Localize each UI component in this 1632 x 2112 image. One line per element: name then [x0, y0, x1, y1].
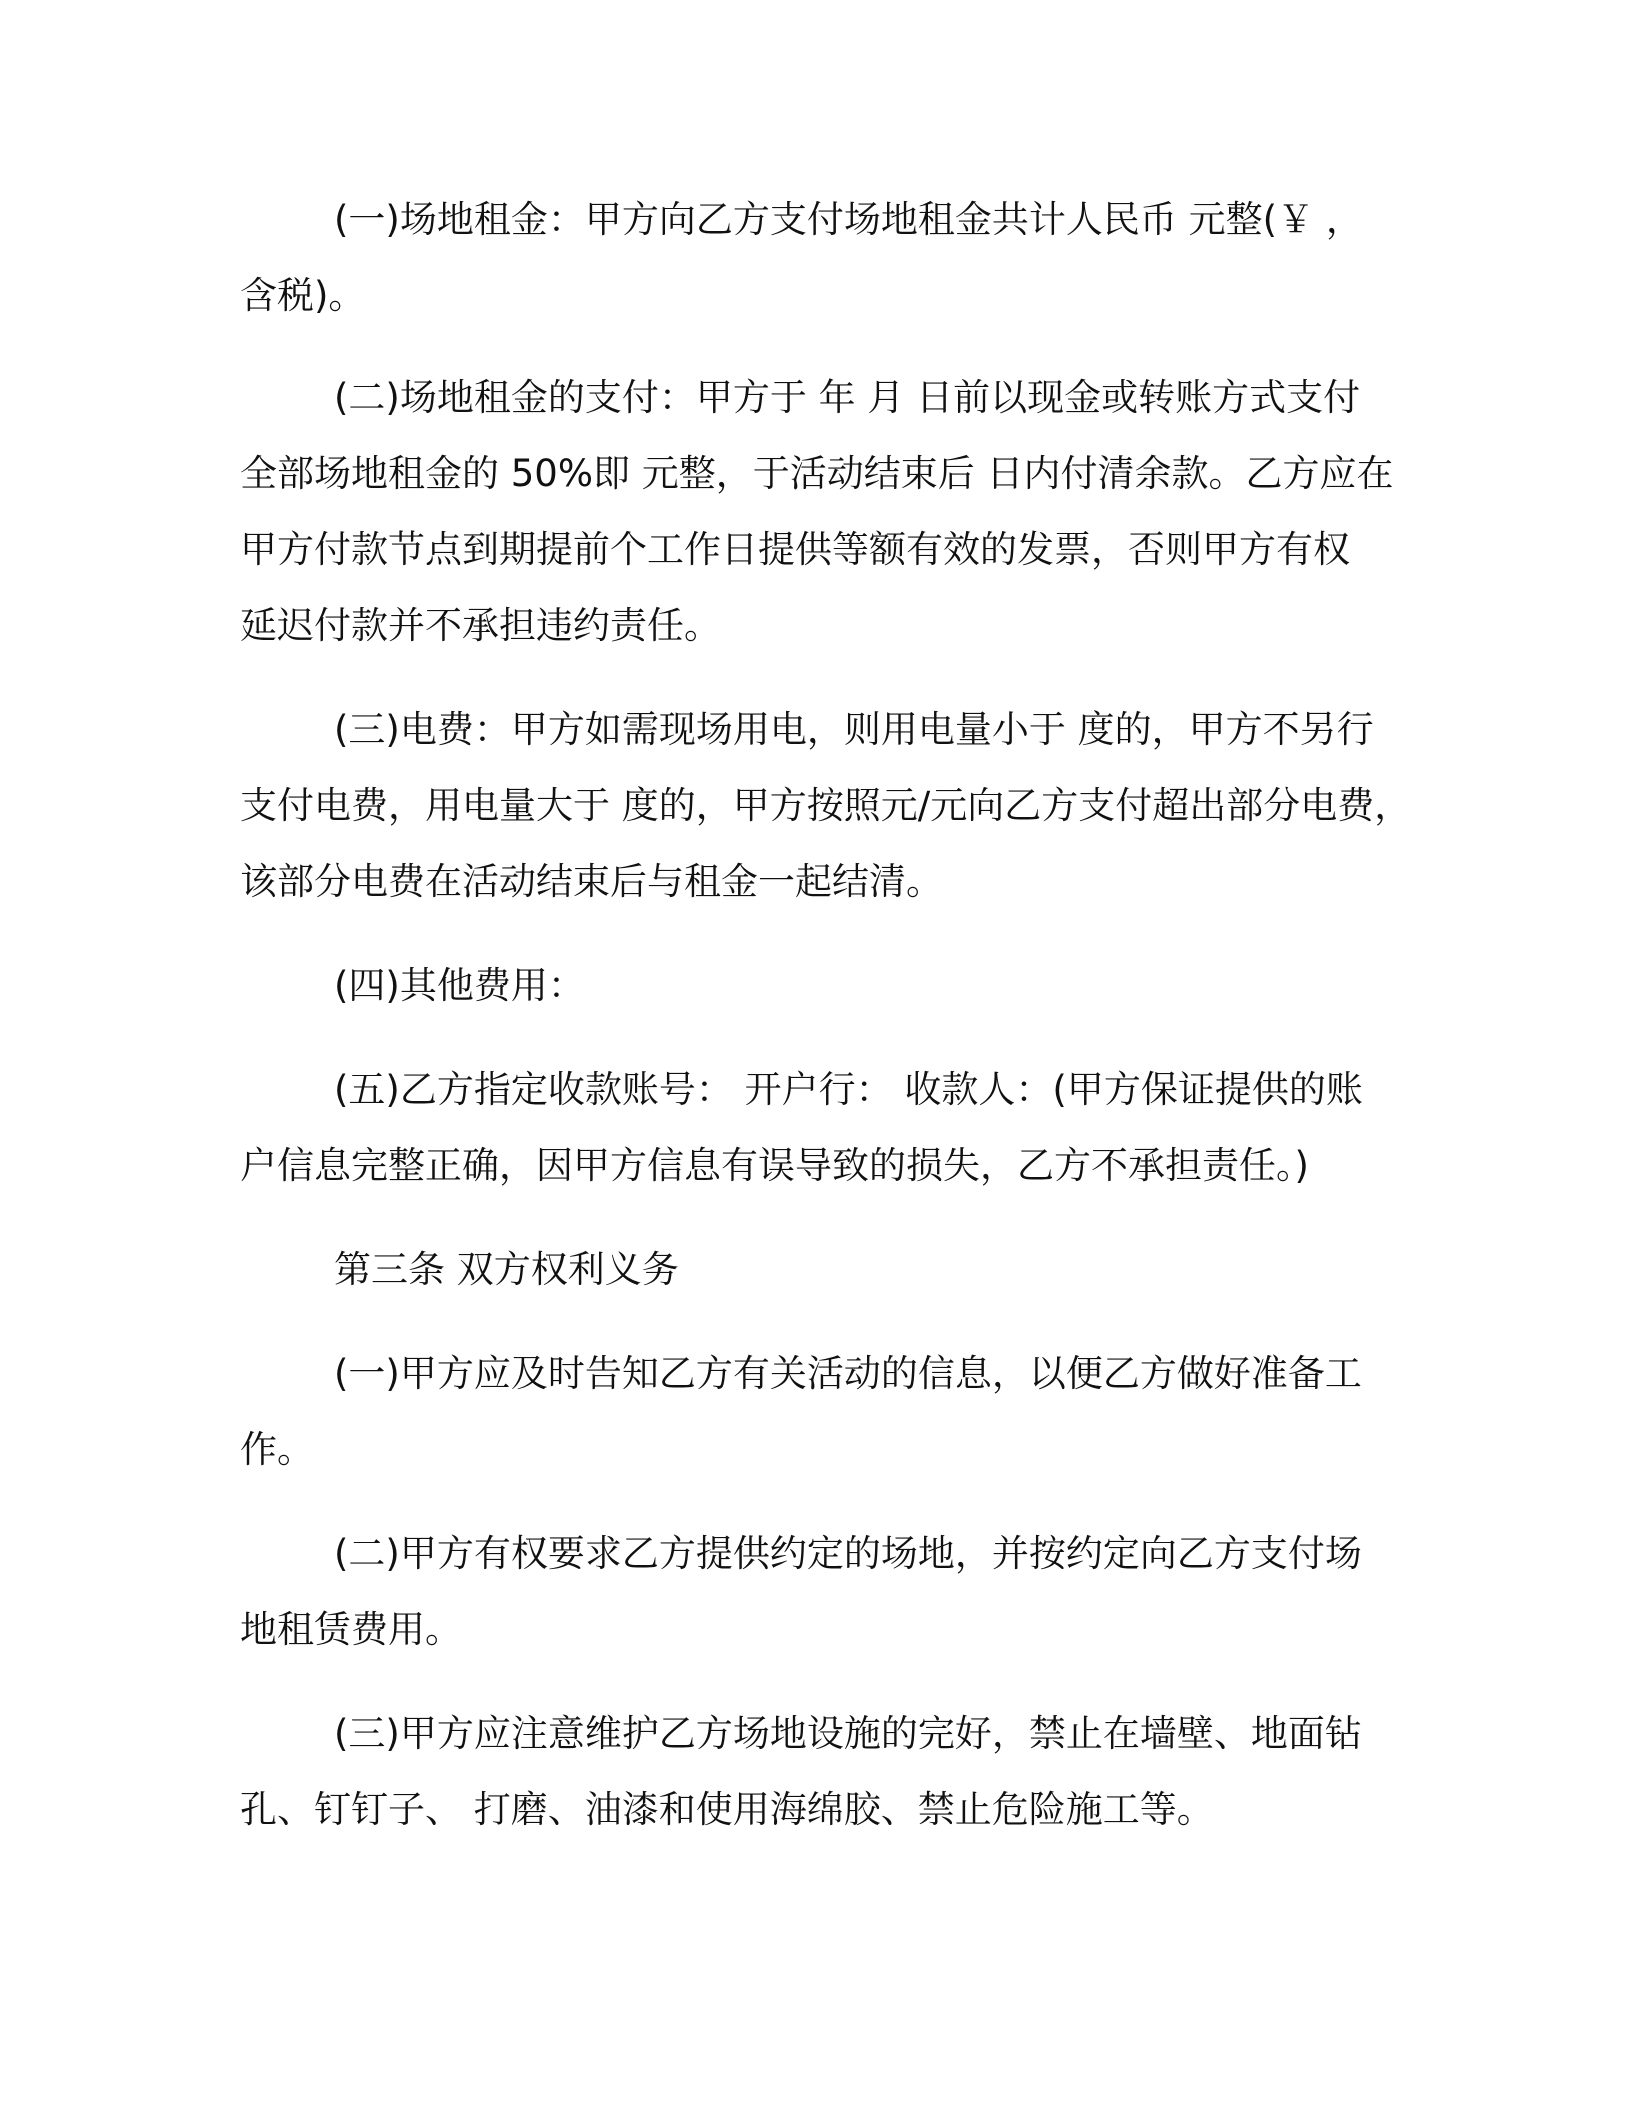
paragraph-electricity-line-1: (三)电费：甲方如需现场用电，则用电量小于 度的，甲方不另行	[334, 708, 1374, 751]
paragraph-obligation-3-line-2: 孔、钉钉子、 打磨、油漆和使用海绵胶、禁止危险施工等。	[240, 1788, 1214, 1831]
paragraph-other-fees-line-1: (四)其他费用：	[334, 964, 585, 1007]
paragraph-account-line-1: (五)乙方指定收款账号： 开户行： 收款人：(甲方保证提供的账	[334, 1068, 1363, 1111]
paragraph-rent-payment-line-2: 全部场地租金的 50%即 元整，于活动结束后 日内付清余款。乙方应在	[240, 452, 1394, 495]
paragraph-electricity-line-2: 支付电费，用电量大于 度的，甲方按照元/元向乙方支付超出部分电费，	[240, 784, 1412, 827]
article-3-heading: 第三条 双方权利义务	[334, 1248, 679, 1291]
paragraph-obligation-2-line-2: 地租赁费用。	[240, 1608, 462, 1651]
paragraph-obligation-1-line-2: 作。	[240, 1428, 314, 1471]
paragraph-obligation-2-line-1: (二)甲方有权要求乙方提供约定的场地，并按约定向乙方支付场	[334, 1532, 1362, 1575]
paragraph-obligation-3-line-1: (三)甲方应注意维护乙方场地设施的完好，禁止在墙壁、地面钻	[334, 1712, 1362, 1755]
paragraph-rent-payment-line-4: 延迟付款并不承担违约责任。	[240, 604, 721, 647]
paragraph-rent-line-1: (一)场地租金：甲方向乙方支付场地租金共计人民币 元整(￥ ，	[334, 198, 1363, 241]
paragraph-electricity-line-3: 该部分电费在活动结束后与租金一起结清。	[240, 860, 943, 903]
paragraph-rent-payment-line-1: (二)场地租金的支付：甲方于 年 月 日前以现金或转账方式支付	[334, 376, 1361, 419]
paragraph-obligation-1-line-1: (一)甲方应及时告知乙方有关活动的信息，以便乙方做好准备工	[334, 1352, 1362, 1395]
paragraph-account-line-2: 户信息完整正确，因甲方信息有误导致的损失，乙方不承担责任。)	[240, 1144, 1309, 1187]
paragraph-rent-payment-line-3: 甲方付款节点到期提前个工作日提供等额有效的发票，否则甲方有权	[240, 528, 1350, 571]
paragraph-rent-line-2: 含税)。	[240, 274, 366, 317]
